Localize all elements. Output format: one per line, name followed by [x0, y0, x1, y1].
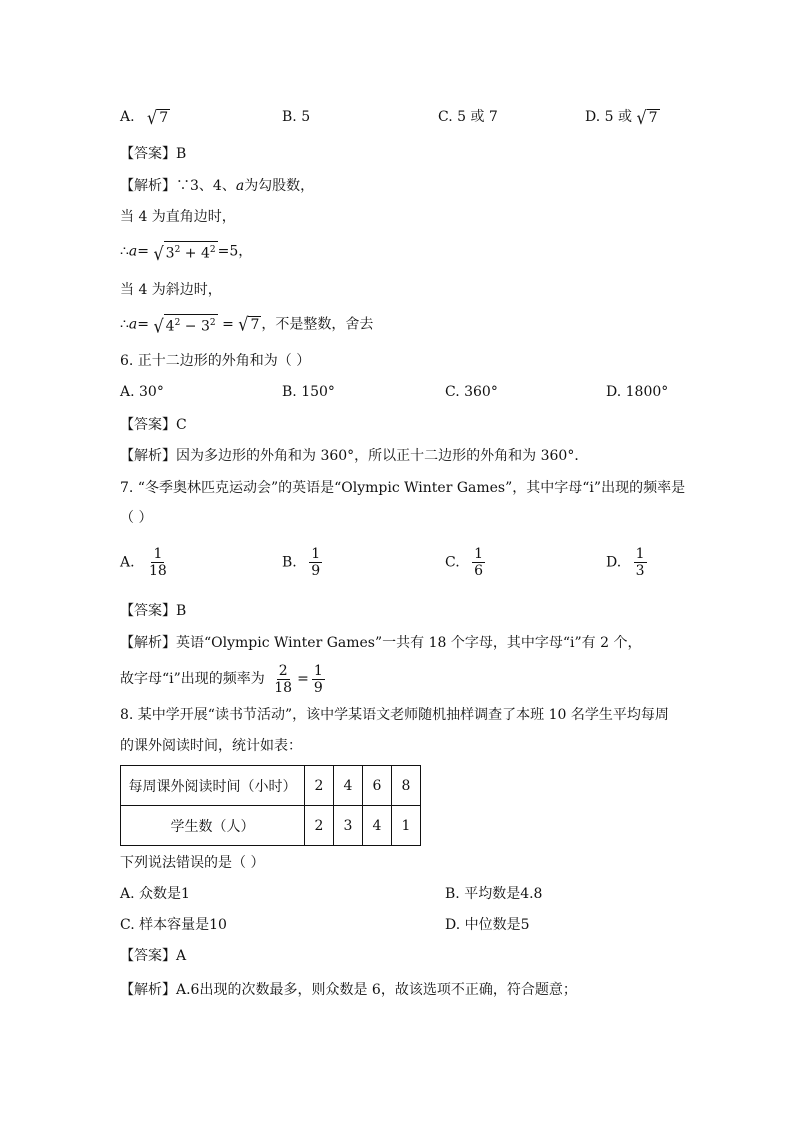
denominator: 9 — [311, 563, 321, 579]
result-text: ，不是整数，舍去 — [261, 316, 374, 333]
q8-stem-line1: 8. 某中学开展“读书节活动”，该中学某语文老师随机抽样调查了本班 10 名学生平均每周 — [120, 707, 669, 723]
fraction — [634, 546, 647, 579]
q8-option-a: A. 众数是1 — [120, 886, 190, 902]
table-cell: 1 — [392, 806, 421, 846]
q8-option-d: D. 中位数是5 — [445, 917, 530, 933]
fraction — [472, 546, 485, 579]
analysis-text: 为勾股数， — [244, 178, 315, 194]
radical-sign: √ — [147, 106, 158, 128]
analysis-label: 【解析】 — [120, 982, 176, 998]
reading-time-table — [120, 765, 421, 846]
table-row-header: 学生数（人） — [121, 806, 305, 846]
q5-answer: 【答案】B — [120, 146, 187, 162]
q7-stem-paren: （ ） — [120, 510, 153, 526]
conclusion-text: 故字母“i”出现的频率为 — [120, 671, 265, 687]
denominator: 9 — [313, 679, 323, 696]
q6-option-b: B. 150° — [282, 384, 335, 400]
table-cell: 4 — [363, 806, 392, 846]
q5-case1: 当 4 为直角边时， — [120, 209, 236, 225]
q5-case1-equation — [120, 241, 253, 265]
numerator: 2 — [278, 662, 288, 679]
analysis-label: 【解析】 — [120, 448, 176, 464]
radicand: $4^2 - 3^2$ — [164, 314, 218, 335]
denominator: 18 — [274, 679, 293, 696]
table-cell: 3 — [334, 806, 363, 846]
sqrt-expression — [147, 106, 170, 128]
option-text: 5 或 — [604, 109, 632, 125]
q6-option-c: C. 360° — [445, 384, 498, 400]
therefore-sign: ∴ — [120, 243, 129, 260]
radical-sign: √ — [153, 242, 164, 265]
q8-option-c: C. 样本容量是10 — [120, 917, 227, 933]
option-letter: C. — [438, 109, 453, 125]
analysis-text: ∵3、4、 — [176, 178, 236, 194]
sqrt-expression — [238, 313, 261, 336]
therefore-sign: ∴ — [120, 316, 129, 333]
fraction — [309, 546, 322, 579]
numerator: 1 — [474, 546, 484, 562]
fraction — [147, 546, 169, 579]
denominator: 3 — [635, 563, 645, 579]
q6-option-a: A. 30° — [120, 384, 164, 400]
table-row — [121, 806, 421, 846]
sqrt-expression — [636, 106, 659, 128]
numerator: 1 — [153, 546, 163, 562]
variable-a: a — [235, 178, 245, 194]
denominator: 6 — [474, 563, 484, 579]
radical-sign: √ — [153, 315, 164, 338]
q5-case2: 当 4 为斜边时， — [120, 282, 222, 298]
table-row — [121, 766, 421, 806]
option-letter: A. — [120, 109, 135, 125]
option-letter: D. — [585, 109, 601, 125]
q6-option-d: D. 1800° — [606, 384, 669, 400]
q7-analysis — [120, 633, 641, 653]
q7-option-a — [120, 546, 172, 579]
radical-sign: √ — [636, 106, 647, 128]
q6-stem: 6. 正十二边形的外角和为（ ） — [120, 353, 311, 369]
q8-answer: 【答案】A — [120, 948, 187, 964]
q5-option-d — [585, 107, 660, 127]
q5-option-b — [282, 107, 310, 127]
analysis-label: 【解析】 — [120, 178, 176, 194]
q7-answer: 【答案】B — [120, 603, 187, 619]
numerator: 1 — [635, 546, 645, 562]
option-text: 5 或 7 — [457, 109, 498, 125]
equals-sign: = — [297, 671, 309, 687]
equals-sign: = — [137, 316, 150, 333]
q7-option-c — [445, 546, 488, 579]
q8-option-b: B. 平均数是4.8 — [445, 886, 543, 902]
q7-conclusion — [120, 661, 328, 697]
variable-a: a — [128, 243, 138, 260]
fraction — [312, 663, 325, 696]
option-text: 5 — [301, 109, 311, 125]
q7-option-b — [282, 546, 325, 579]
radicand: 7 — [159, 109, 169, 126]
analysis-text: A.6出现的次数最多，则众数是 6，故该选项不正确，符合题意； — [176, 982, 577, 998]
option-letter: D. — [606, 554, 622, 571]
q7-stem: 7. “冬季奥林匹克运动会”的英语是“Olympic Winter Games”，其中字母“i”出现的频率是 — [120, 480, 686, 496]
q7-option-d — [606, 546, 650, 579]
table-row-header: 每周课外阅读时间（小时） — [121, 766, 305, 806]
q5-option-c — [438, 107, 498, 127]
option-letter: C. — [445, 554, 460, 571]
table-cell: 2 — [305, 766, 334, 806]
q6-answer: 【答案】C — [120, 417, 187, 433]
equals-sign: = — [222, 316, 234, 333]
q5-analysis-intro — [120, 176, 314, 196]
radicand: 7 — [250, 316, 260, 333]
equals-sign: = — [137, 243, 150, 260]
option-letter: A. — [120, 554, 135, 571]
q5-option-a — [120, 107, 170, 127]
option-letter: B. — [282, 554, 297, 571]
table-cell: 8 — [392, 766, 421, 806]
radical-sign: √ — [238, 313, 249, 336]
sqrt-expression — [153, 314, 217, 338]
denominator: 18 — [149, 563, 167, 579]
numerator: 1 — [313, 662, 323, 679]
analysis-text: 因为多边形的外角和为 360°，所以正十二边形的外角和为 360°． — [176, 448, 589, 464]
table-cell: 6 — [363, 766, 392, 806]
q5-case2-equation — [120, 313, 374, 338]
result-text: =5， — [217, 243, 253, 260]
table-cell: 4 — [334, 766, 363, 806]
q8-question: 下列说法错误的是（ ） — [120, 855, 265, 871]
q8-analysis — [120, 980, 577, 1000]
numerator: 1 — [311, 546, 321, 562]
option-letter: B. — [282, 109, 297, 125]
q6-analysis — [120, 446, 588, 466]
radicand: $3^2 + 4^2$ — [164, 241, 218, 262]
table-cell: 2 — [305, 806, 334, 846]
analysis-text: 英语“Olympic Winter Games”一共有 18 个字母，其中字母“i”有 2 个， — [176, 635, 642, 651]
variable-a: a — [128, 316, 138, 333]
fraction — [272, 663, 294, 696]
sqrt-expression — [153, 241, 217, 265]
analysis-label: 【解析】 — [120, 635, 176, 651]
q8-stem-line2: 的课外阅读时间，统计如表： — [120, 738, 302, 754]
radicand: 7 — [648, 109, 658, 126]
